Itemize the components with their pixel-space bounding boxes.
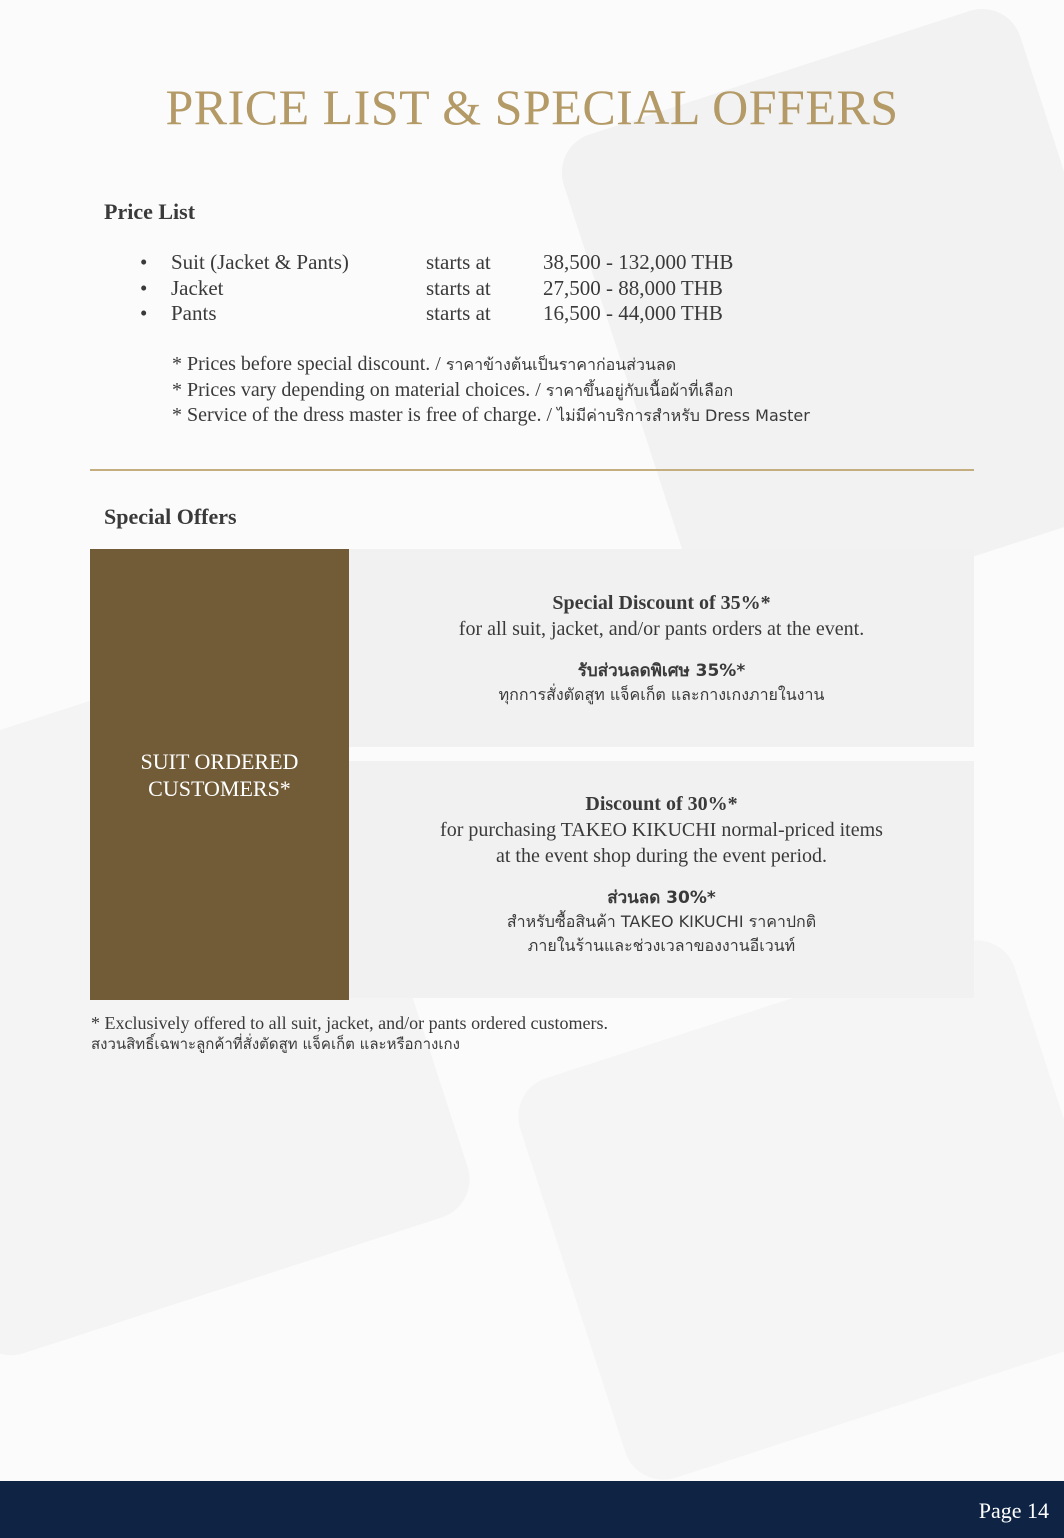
offer-box-35: [349, 549, 974, 747]
footnote-th: สงวนสิทธิ์เฉพาะลูกค้าที่สั่งตัดสูท แจ็คเก็ต และหรือกางเกง: [91, 1035, 460, 1053]
special-offers-heading: Special Offers: [104, 504, 237, 529]
price-starts-label: starts at: [426, 301, 491, 325]
price-range: 38,500 - 132,000 THB: [543, 250, 734, 274]
price-starts-label: starts at: [426, 275, 491, 300]
footnote-en: * Exclusively offered to all suit, jacket, and/or pants ordered customers.: [91, 1013, 609, 1033]
offer-en-title: Special Discount of 35%*: [552, 592, 771, 614]
offer-box-30: [349, 761, 974, 998]
offer-th-desc: ทุกการสั่งตัดสูท แจ็คเก็ต และกางเกงภายในงาน: [498, 685, 825, 704]
offer-th-desc: ภายในร้านและช่วงเวลาของงานอีเวนท์: [527, 936, 796, 955]
bullet: •: [140, 301, 148, 325]
price-note: [172, 378, 810, 404]
price-note: [172, 352, 810, 378]
price-item-name: Jacket: [171, 275, 224, 300]
offer-label: SUIT ORDERED CUSTOMERS*: [140, 748, 299, 801]
price-note: [172, 403, 810, 429]
price-row-pants: [140, 301, 733, 327]
bullet: •: [140, 275, 148, 300]
price-row-jacket: [140, 276, 733, 302]
footer-bar: [0, 1481, 1064, 1538]
note-en: * Prices before special discount. /: [172, 353, 446, 375]
price-starts-label: starts at: [426, 250, 491, 274]
offer-label-box: [90, 549, 349, 1000]
price-list-heading: Price List: [104, 199, 196, 224]
price-range: 16,500 - 44,000 THB: [543, 301, 723, 325]
note-th: ราคาข้างต้นเป็นราคาก่อนส่วนลด: [445, 355, 677, 374]
offer-th-title: รับส่วนลดพิเศษ 35%*: [577, 661, 746, 681]
page-number: Page 14: [978, 1498, 1049, 1523]
bullet: •: [140, 250, 148, 274]
price-notes: [172, 352, 810, 429]
page-title: PRICE LIST & SPECIAL OFFERS: [165, 79, 899, 135]
section-divider: [90, 469, 974, 471]
offer-th-title: ส่วนลด 30%*: [607, 888, 716, 908]
note-en: * Prices vary depending on material choices. /: [172, 378, 546, 401]
price-list: [140, 250, 733, 327]
note-th: ราคาขึ้นอยู่กับเนื้อผ้าที่เลือก: [545, 380, 734, 400]
offer-en-desc: for all suit, jacket, and/or pants orders at the event.: [458, 618, 865, 640]
offer-en-desc: for purchasing TAKEO KIKUCHI normal-priced items: [440, 819, 883, 841]
note-th: ไม่มีค่าบริการสำหรับ Dress Master: [557, 406, 810, 425]
price-range: 27,500 - 88,000 THB: [543, 275, 723, 300]
offer-th-desc: สำหรับซื้อสินค้า TAKEO KIKUCHI ราคาปกติ: [506, 912, 817, 931]
offer-en-title: Discount of 30%*: [585, 793, 738, 815]
offer-en-desc: at the event shop during the event period.: [495, 845, 827, 867]
offer-footnote: [91, 1013, 608, 1054]
price-item-name: Suit (Jacket & Pants): [171, 250, 349, 274]
price-row-suit: [140, 250, 733, 276]
price-item-name: Pants: [171, 301, 217, 325]
note-en: * Service of the dress master is free of charge. /: [172, 404, 558, 426]
